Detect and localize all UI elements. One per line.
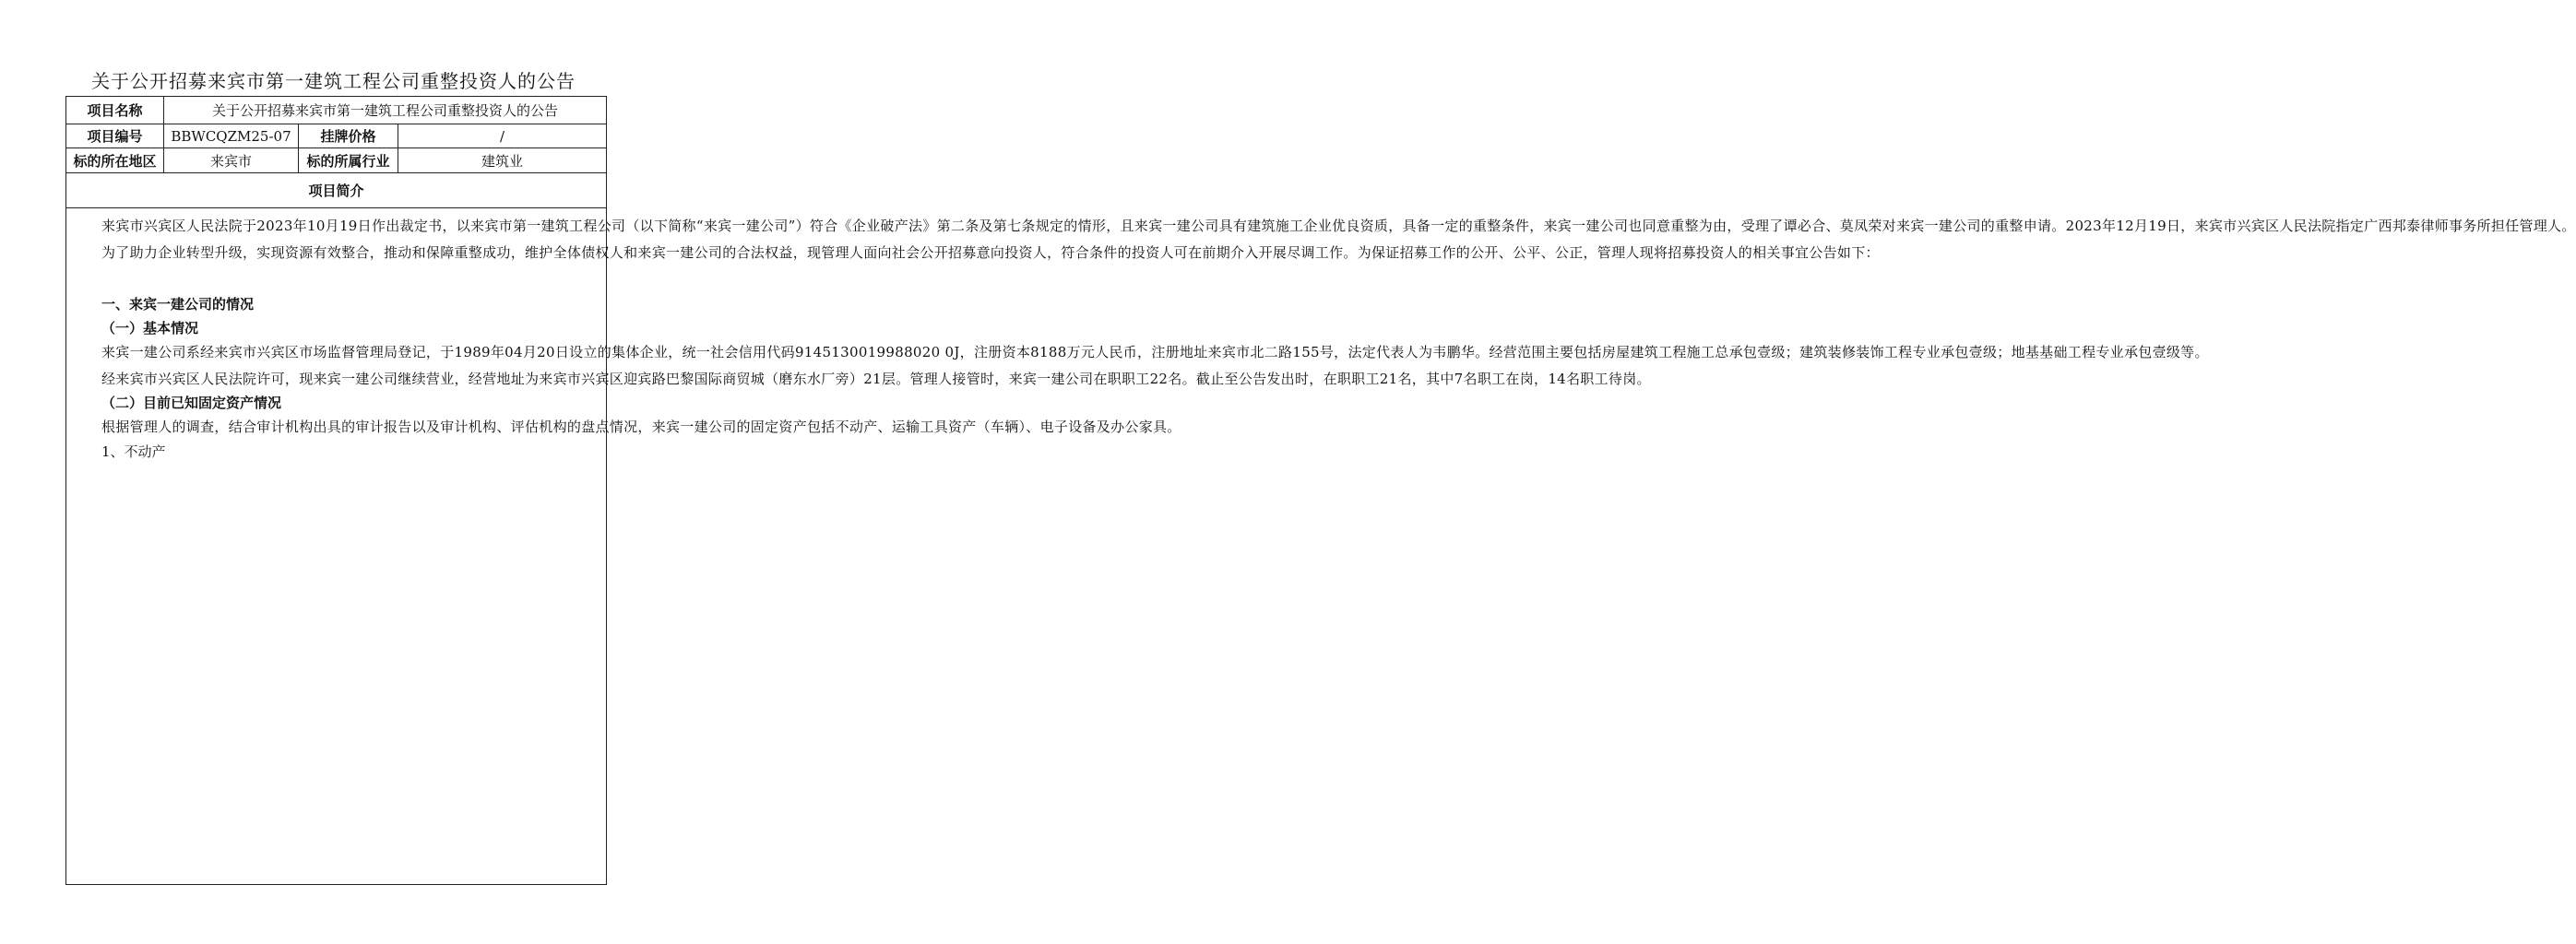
listing-price-value: / — [499, 127, 505, 145]
industry-label: 标的所属行业 — [299, 148, 398, 172]
project-no-row — [66, 124, 606, 148]
paragraph-3: 来宾一建公司系经来宾市兴宾区市场监督管理局登记，于1989年04月20日设立的集体企业，统一社会信用代码9145130019988020 0J，注册资本8188万元人民币，注册地址来宾市北二路155号，法定代表人为韦鹏华。经营范围主要包括房屋建筑工程施工总承包壹级；建筑装修装饰工程专业承包壹级；地基基础工程专业承包壹级等。 — [101, 344, 2209, 360]
project-no-label: 项目编号 — [66, 124, 164, 148]
paragraph-1: 来宾市兴宾区人民法院于2023年10月19日作出裁定书，以来宾市第一建筑工程公司（以下简称“来宾一建公司”）符合《企业破产法》第二条及第七条规定的情形，且来宾一建公司具有建筑施工企业优良资质，具备一定的重整条件，来宾一建公司也同意重整为由，受理了谭必合、莫凤荣对来宾一建公司的重整申请。2023年12月19日，来宾市兴宾区人民法院指定广西邦泰律师事务所担任管理人。 — [101, 218, 2576, 234]
location-value: 来宾市 — [164, 148, 299, 172]
summary-body — [66, 208, 2576, 884]
paragraph-5: 根据管理人的调查，结合审计机构出具的审计报告以及审计机构、评估机构的盘点情况，来宾一建公司的固定资产包括不动产、运输工具资产（车辆）、电子设备及办公家具。 — [101, 419, 1181, 435]
summary-header: 项目简介 — [308, 183, 364, 199]
section-1-title: 一、来宾一建公司的情况 — [101, 296, 255, 313]
summary-body-row — [66, 208, 2576, 884]
project-name-label: 项目名称 — [66, 97, 164, 124]
project-name-value: 关于公开招募来宾市第一建筑工程公司重整投资人的公告 — [211, 102, 558, 119]
announcement-table — [65, 96, 2576, 885]
subsection-2-title: （二）目前已知固定资产情况 — [101, 395, 282, 411]
location-label: 标的所在地区 — [66, 148, 164, 172]
summary-header-row — [66, 173, 606, 208]
subsection-1-title: （一）基本情况 — [101, 320, 199, 336]
item-1: 1、不动产 — [101, 442, 166, 460]
location-row — [66, 148, 606, 173]
project-no-value: BBWCQZM25-07 — [164, 124, 299, 148]
listing-price-label: 挂牌价格 — [299, 124, 398, 148]
document-title: 关于公开招募来宾市第一建筑工程公司重整投资人的公告 — [91, 70, 576, 92]
industry-value: 建筑业 — [481, 152, 523, 170]
project-name-row — [66, 97, 606, 124]
paragraph-2: 为了助力企业转型升级，实现资源有效整合，推动和保障重整成功，维护全体债权人和来宾一建公司的合法权益，现管理人面向社会公开招募意向投资人，符合条件的投资人可在前期介入开展尽调工作。为保证招募工作的公开、公平、公正，管理人现将招募投资人的相关事宜公告如下： — [101, 243, 1880, 261]
paragraph-4: 经来宾市兴宾区人民法院许可，现来宾一建公司继续营业，经营地址为来宾市兴宾区迎宾路巴黎国际商贸城（磨东水厂旁）21层。管理人接管时，来宾一建公司在职职工22名。截止至公告发出时，在职职工21名，其中7名职工在岗，14名职工待岗。 — [101, 370, 1651, 387]
